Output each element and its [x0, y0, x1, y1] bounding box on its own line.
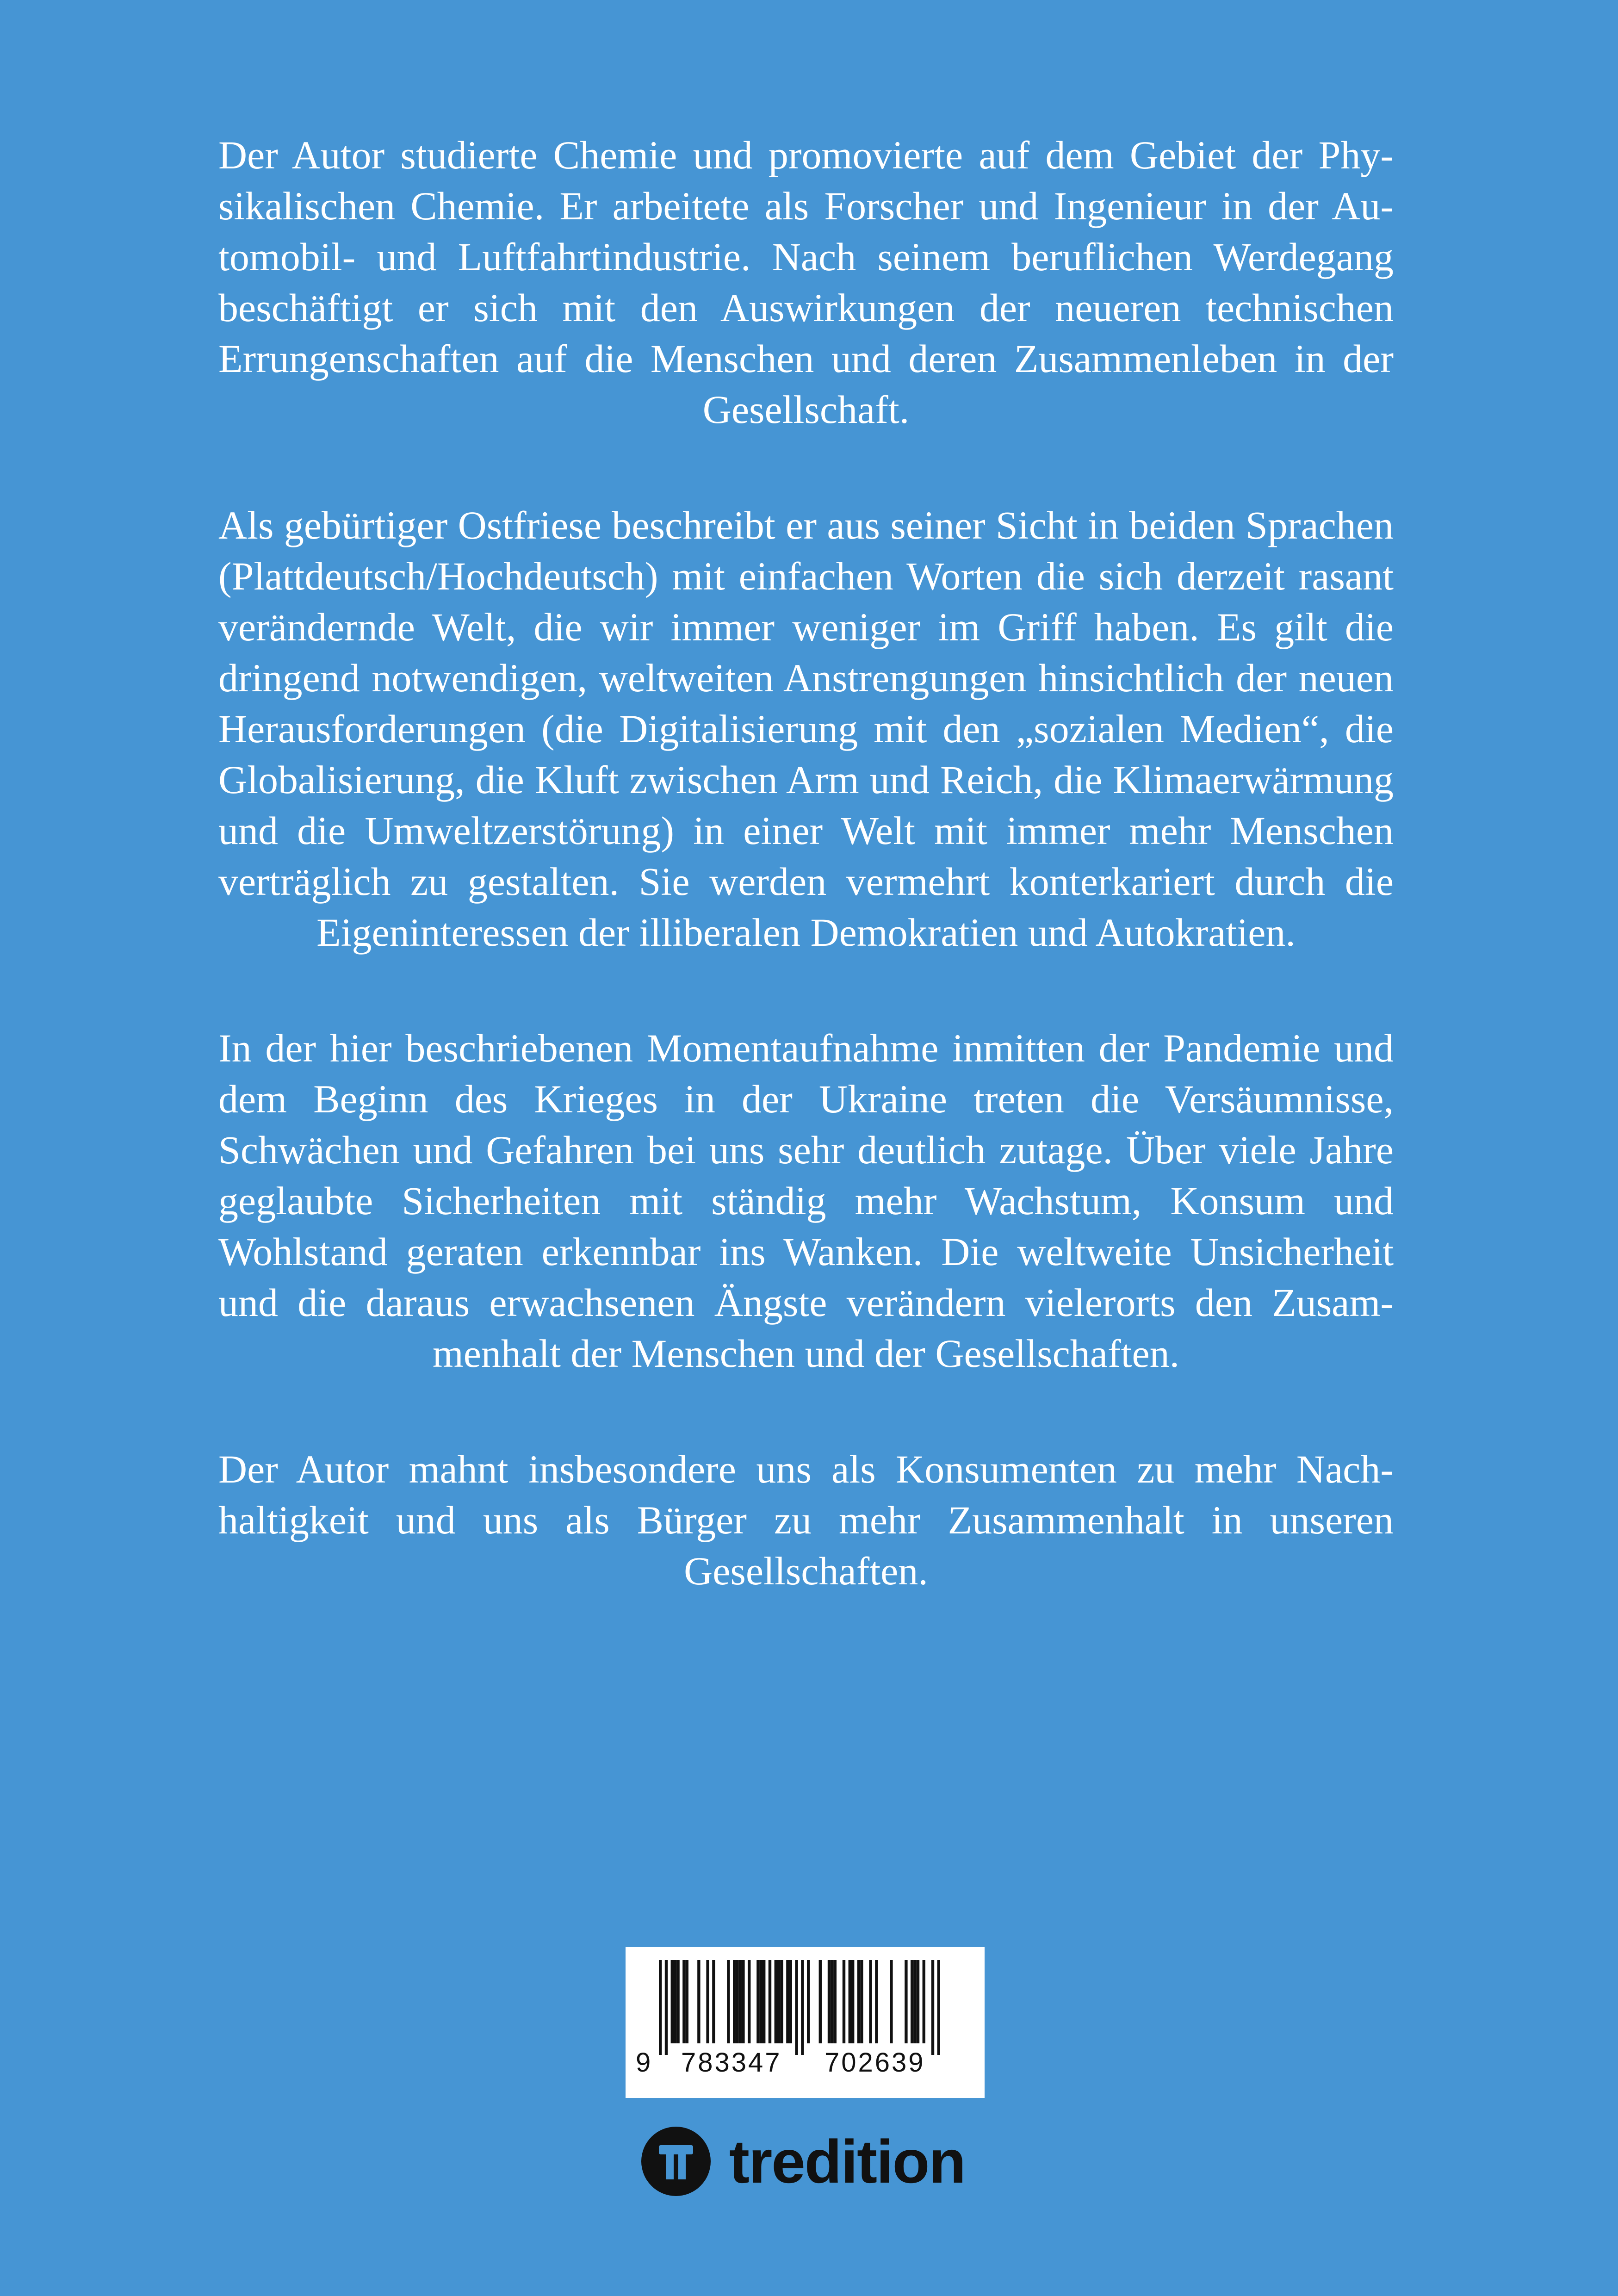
barcode-bar [780, 1960, 783, 2043]
barcode-bar [890, 1960, 893, 2043]
tredition-logo-icon [641, 2127, 711, 2196]
barcode-bar [857, 1960, 860, 2043]
barcode-bar [671, 1960, 674, 2043]
barcode-bar [819, 1960, 822, 2043]
barcode-bar [665, 1960, 668, 2055]
isbn-barcode [626, 1947, 985, 2098]
barcode-bar [931, 1960, 934, 2055]
barcode-bar [777, 1960, 780, 2043]
barcode-bar [760, 1960, 763, 2043]
barcode-bar [697, 1960, 700, 2043]
barcode-bar [733, 1960, 736, 2043]
barcode-bar [843, 1960, 845, 2043]
barcode-bar [727, 1960, 730, 2043]
barcode-bar [706, 1960, 709, 2043]
barcode-bar [923, 1960, 925, 2043]
barcode-bar [913, 1960, 916, 2043]
barcode-bar [828, 1960, 831, 2043]
barcode-bar [763, 1960, 765, 2043]
barcode-bar [875, 1960, 878, 2043]
barcode-bar [712, 1960, 715, 2043]
barcode-bar [756, 1960, 759, 2043]
barcode-bar [789, 1960, 792, 2043]
blurb-paragraph-3: In der hier beschriebenen Momentaufnahme inmitten der Pandemie und dem Beginn des Krieges in der Ukraine treten die Versäumnisse, Schwächen und Gefahren bei uns sehr deutlich zutage. Über viele Jahre geglaubte Sicherheiten mit ständig mehr Wachstum, Konsum und Wohlstand geraten erkennbar ins Wanken. Die weltweite Unsicherheit und die daraus erwachsenen Ängste verändern vielerorts den Zusammenhalt der Menschen und der Gesellschaften. [218, 1026, 1394, 1376]
barcode-bar [807, 1960, 810, 2043]
isbn-right-group: 702639 [824, 2048, 925, 2078]
barcode-bar [748, 1960, 750, 2043]
barcode-bar [860, 1960, 863, 2043]
barcode-bar [905, 1960, 907, 2043]
back-cover-blurb [218, 130, 1394, 1661]
barcode-bar [739, 1960, 742, 2043]
barcode-bar [742, 1960, 744, 2043]
blurb-paragraph-4: Der Autor mahnt insbesondere uns als Konsumenten zu mehr Nachhaltigkeit und uns als Bürger zu mehr Zusammenhalt in unseren Gesellschaften. [218, 1447, 1394, 1593]
barcode-bar [769, 1960, 771, 2043]
blurb-paragraph-1: Der Autor studierte Chemie und promovierte auf dem Gebiet der Physikalischen Chemie. Er arbeitete als Forscher und Ingenieur in der Automobil- und Luftfahrtindustrie. Nach seinem beruflichen Werdegang beschäftigt er sich mit den Auswirkungen der neueren technischen Errungenschaften auf die Menschen und deren Zusammenleben in der Gesellschaft. [218, 133, 1394, 432]
barcode-bar [831, 1960, 833, 2043]
barcode-bar [801, 1960, 804, 2055]
publisher-name: tredition [729, 2127, 965, 2196]
barcode-bar [736, 1960, 738, 2043]
barcode-bar [869, 1960, 872, 2043]
isbn-left-group: 783347 [681, 2048, 782, 2078]
blurb-paragraph-2: Als gebürtiger Ostfriese beschreibt er aus seiner Sicht in beiden Sprachen (Plattdeutsch/Hochdeutsch) mit einfachen Worten die sich derzeit rasant verändernde Welt, die wir immer weniger im Griff haben. Es gilt die dringend notwendigen, weltweiten Anstrengungen hinsichtlich der neuen Herausforderungen (die Digitalisierung mit den „sozialen Medien“, die Globalisierung, die Kluft zwischen Arm und Reich, die Klimaerwärmung und die Umweltzerstörung) in einer Welt mit immer mehr Menschen verträglich zu gestalten. Sie werden vermehrt konterkariert durch die Eigeninteressen der illiberalen Demokratien und Autokratien. [218, 503, 1394, 955]
publisher-logo-lockup [641, 2127, 965, 2196]
barcode-bar [676, 1960, 679, 2043]
barcode-bar [674, 1960, 676, 2043]
barcode-bar [917, 1960, 919, 2043]
barcode-bar [786, 1960, 789, 2043]
barcode-bars [654, 1960, 955, 2057]
barcode-bar [795, 1960, 798, 2055]
barcode-bar [851, 1960, 854, 2043]
barcode-bar [775, 1960, 777, 2043]
isbn-first-digit: 9 [636, 2048, 653, 2078]
barcode-bar [834, 1960, 837, 2043]
barcode-bar [686, 1960, 688, 2043]
barcode-bar [849, 1960, 851, 2043]
barcode-bar [659, 1960, 662, 2055]
barcode-bar [937, 1960, 940, 2055]
barcode-bar [682, 1960, 685, 2043]
barcode-bar [911, 1960, 913, 2043]
